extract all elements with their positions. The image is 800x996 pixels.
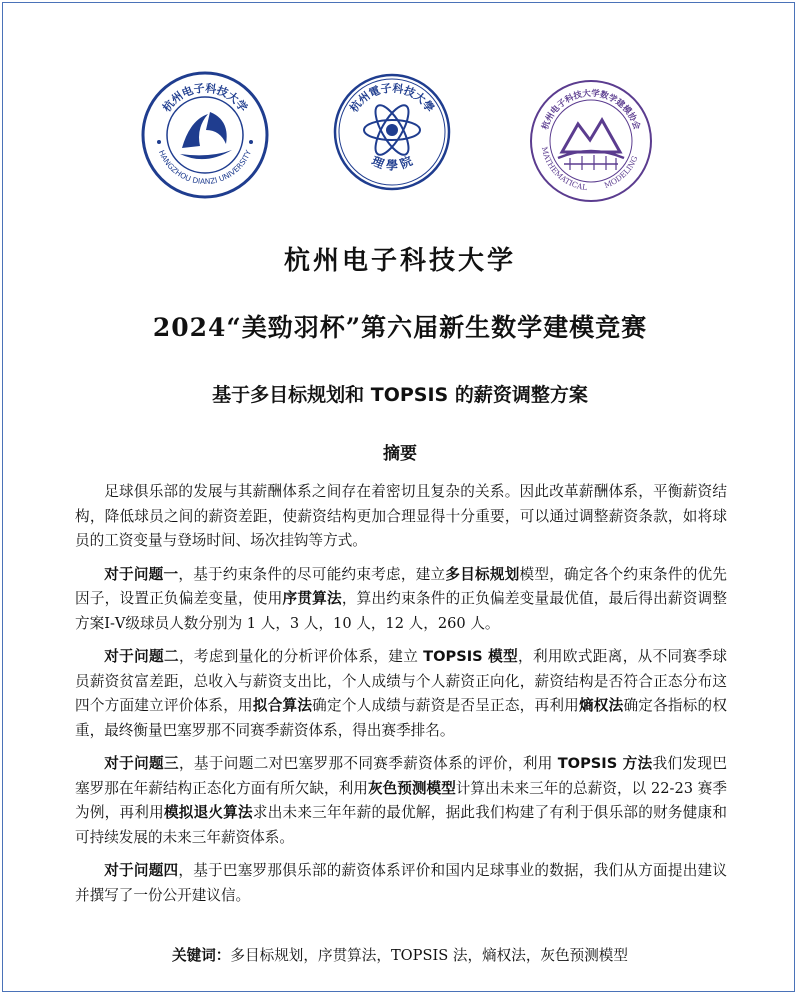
- paragraph-text: 确定各指标的权重，最终衡量巴塞罗那不同赛季薪资体系，得出赛季排名。: [75, 697, 727, 739]
- emphasis-text: 熵权法: [578, 697, 624, 714]
- paragraph-text: ，基于约束条件的尽可能约束考虑，建立: [178, 565, 446, 583]
- emphasis-text: TOPSIS 模型: [423, 648, 519, 665]
- paragraph-text: 足球俱乐部的发展与其薪酬体系之间存在着密切且复杂的关系。因此改革薪酬体系，平衡薪资结构，降低球员之间的薪资差距，使薪资结构更加合理显得十分重要，可以通过调整薪资条款，如将球员的工资变量与登场时间、场次挂钩等方式。: [75, 483, 727, 549]
- contest-title: 2024“美勁羽杯”第六届新生数学建模竞赛: [152, 313, 648, 342]
- paragraph-text: ，算出约束条件的正负偏差变量最优值，最后得出薪资调整方案Ⅰ-Ⅴ级球员人数分别为 1 人，3 人，10 人，12 人，260 人。: [75, 590, 727, 632]
- modeling-logo-right-text: MODELING: [602, 154, 640, 191]
- emphasis-text: 对于问题四: [104, 862, 179, 879]
- abstract-paragraph: [75, 752, 727, 850]
- modeling-logo-left-text: MATHEMATICAL: [539, 145, 588, 193]
- abstract-paragraph: [75, 563, 727, 637]
- paragraph-text: ，利用欧式距离，从不同赛季球员薪资贫富差距，总收入与薪资支出比，个人成绩与个人薪资正向化，薪资结构是否符合正态分布这四个方面建立评价体系，用: [75, 648, 727, 714]
- emphasis-text: 多目标规划: [445, 565, 520, 583]
- emphasis-text: TOPSIS 方法: [557, 755, 653, 772]
- emphasis-text: 对于问题一: [104, 565, 179, 583]
- emphasis-text: 对于问题二: [104, 648, 179, 665]
- logo-row: [0, 70, 800, 210]
- abstract-paragraph: [75, 480, 727, 554]
- math-modeling-logo: [528, 78, 654, 204]
- emphasis-text: 序贯算法: [282, 590, 342, 607]
- paragraph-text: 计算出未来三年的总薪资，以 22-23 赛季为例，再利用: [75, 779, 727, 821]
- abstract-paragraph: [75, 859, 727, 908]
- school-title: 杭州电子科技大学: [283, 246, 516, 276]
- emphasis-text: 模拟退火算法: [163, 804, 253, 821]
- paragraph-text: 我们发现巴塞罗那在年薪结构正态化方面有所欠缺，利用: [75, 755, 727, 797]
- science-logo-bottom-text: 理 學 院: [369, 153, 415, 173]
- hdu-logo-bottom-text: HANGZHOU DIANZI UNIVERSITY: [156, 148, 254, 187]
- modeling-logo-top-text: 杭州电子科技大学数学建模协会: [540, 88, 642, 132]
- keywords-value: 多目标规划，序贯算法，TOPSIS 法，熵权法，灰色预测模型: [230, 947, 628, 964]
- paragraph-text: 模型，确定各个约束条件的优先因子，设置正负偏差变量，使用: [75, 565, 727, 607]
- paragraph-text: 求出未来三年年薪的最优解，据此我们构建了有利于俱乐部的财务健康和可持续发展的未来三年薪资体系。: [75, 804, 727, 846]
- paragraph-text: ，基于巴塞罗那俱乐部的薪资体系评价和国内足球事业的数据，我们从方面提出建议并撰写了一份公开建议信。: [75, 862, 727, 904]
- paper-title: 基于多目标规划和 TOPSIS 的薪资调整方案: [212, 384, 588, 406]
- emphasis-text: 灰色预测模型: [367, 779, 456, 797]
- paragraph-text: ，考虑到量化的分析评价体系，建立: [178, 648, 424, 665]
- paragraph-text: 确定个人成绩与薪资是否呈正态，再利用: [312, 697, 579, 714]
- keywords-line: [0, 944, 800, 965]
- hdu-logo-top-text: 杭州电子科技大学: [160, 81, 250, 115]
- emphasis-text: 拟合算法: [252, 697, 313, 714]
- keywords-label: 关键词：: [172, 947, 231, 964]
- abstract-heading: 摘要: [383, 444, 417, 464]
- science-school-logo: [332, 72, 452, 192]
- paragraph-text: ，基于问题二对巴塞罗那不同赛季薪资体系的评价，利用: [178, 755, 558, 772]
- emphasis-text: 对于问题三: [104, 755, 179, 772]
- science-logo-top-text: 杭州電子科技大學: [347, 81, 437, 115]
- abstract-body: [75, 480, 727, 917]
- abstract-paragraph: [75, 645, 727, 743]
- hdu-logo: [140, 70, 270, 200]
